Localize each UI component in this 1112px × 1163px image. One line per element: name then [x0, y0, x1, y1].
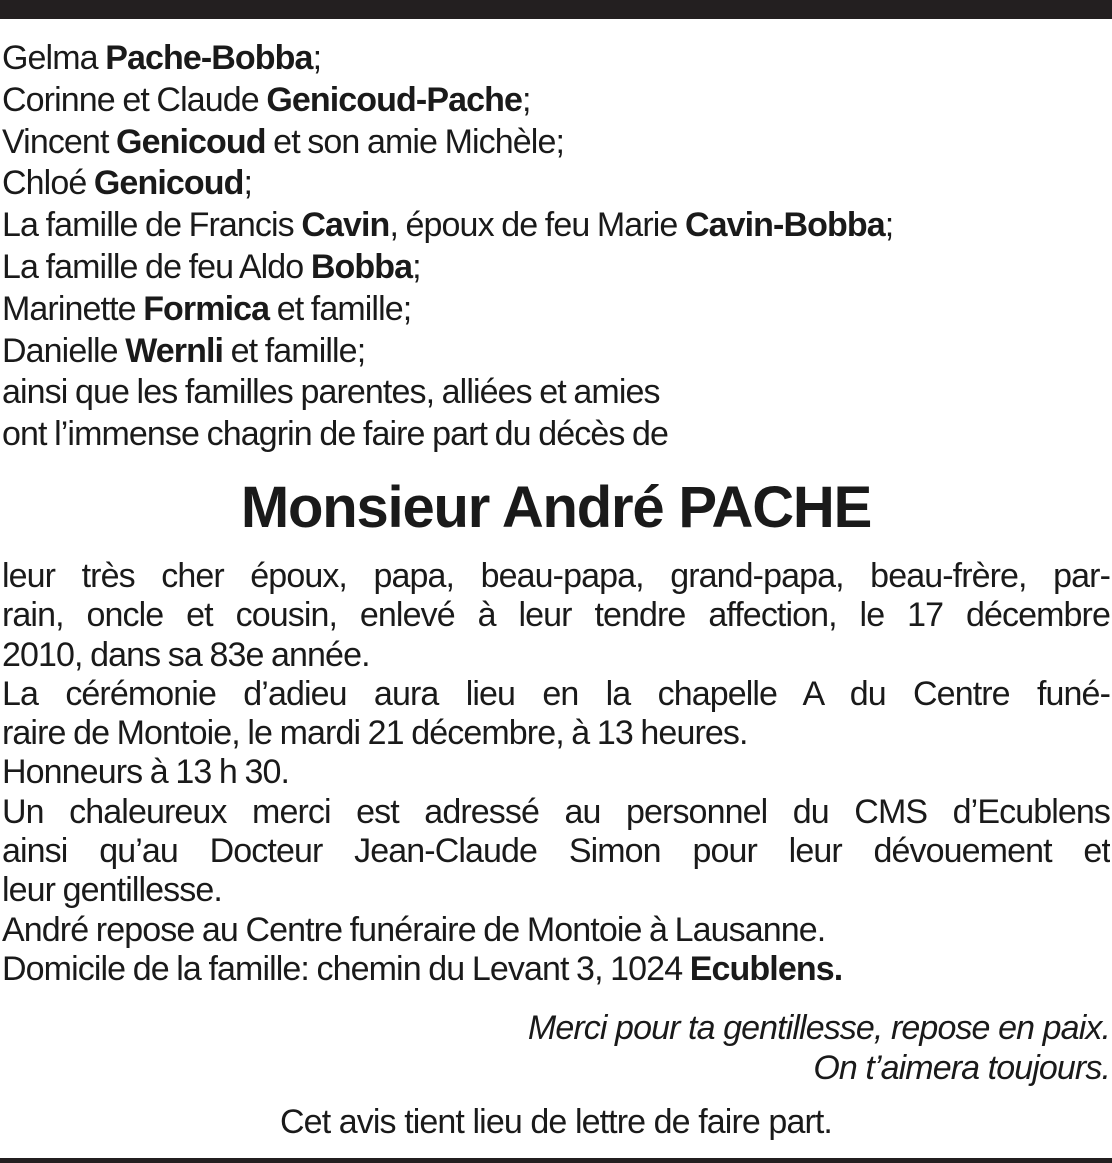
body-line: Un chaleureux merci est adressé au personnel du CMS d’Ecublens [2, 792, 1110, 831]
body-line: rain, oncle et cousin, enlevé à leur tendre affection, le 17 décembre [2, 596, 1110, 635]
family-line: Corinne et Claude Genicoud-Pache; [2, 80, 531, 119]
family-line: Vincent Genicoud et son amie Michèle; [2, 122, 564, 161]
family-line: Danielle Wernli et famille; [2, 331, 366, 370]
body-line: ainsi qu’au Docteur Jean-Claude Simon pour leur dévouement et [2, 832, 1110, 871]
announcement-body [2, 557, 1110, 989]
body-line: André repose au Centre funéraire de Montoie à Lausanne. [2, 910, 826, 949]
family-line: La famille de feu Aldo Bobba; [2, 247, 421, 286]
closing-verse [2, 1008, 1110, 1088]
body-line: 2010, dans sa 83e année. [2, 635, 370, 674]
closing-line: On t’aimera toujours. [813, 1049, 1110, 1087]
family-line: La famille de Francis Cavin, époux de feu Marie Cavin-Bobba; [2, 206, 894, 245]
top-border-rule [0, 0, 1112, 19]
family-line: ont l’immense chagrin de faire part du décès de [2, 415, 668, 454]
family-list [2, 38, 1110, 456]
notice-footer: Cet avis tient lieu de lettre de faire part. [280, 1103, 832, 1141]
bottom-border-rule [0, 1158, 1112, 1163]
family-line: Marinette Formica et famille; [2, 289, 412, 328]
domicile-town: Ecublens. [689, 949, 843, 988]
closing-line: Merci pour ta gentillesse, repose en paix. [527, 1009, 1110, 1047]
body-line: leur gentillesse. [2, 871, 222, 910]
body-line: Honneurs à 13 h 30. [2, 753, 290, 792]
family-line: Gelma Pache-Bobba; [2, 39, 322, 77]
family-line: ainsi que les familles parentes, alliées et amies [2, 373, 660, 412]
body-line: La cérémonie d’adieu aura lieu en la chapelle A du Centre funé- [2, 674, 1110, 713]
family-line: Chloé Genicoud; [2, 164, 253, 203]
deceased-name-heading: Monsieur André PACHE [240, 475, 872, 540]
body-line: leur très cher époux, papa, beau-papa, grand-papa, beau-frère, par- [2, 557, 1110, 595]
domicile-line: Domicile de la famille: chemin du Levant 3, 1024 Ecublens. [2, 949, 843, 988]
body-line: raire de Montoie, le mardi 21 décembre, à 13 heures. [2, 714, 748, 753]
